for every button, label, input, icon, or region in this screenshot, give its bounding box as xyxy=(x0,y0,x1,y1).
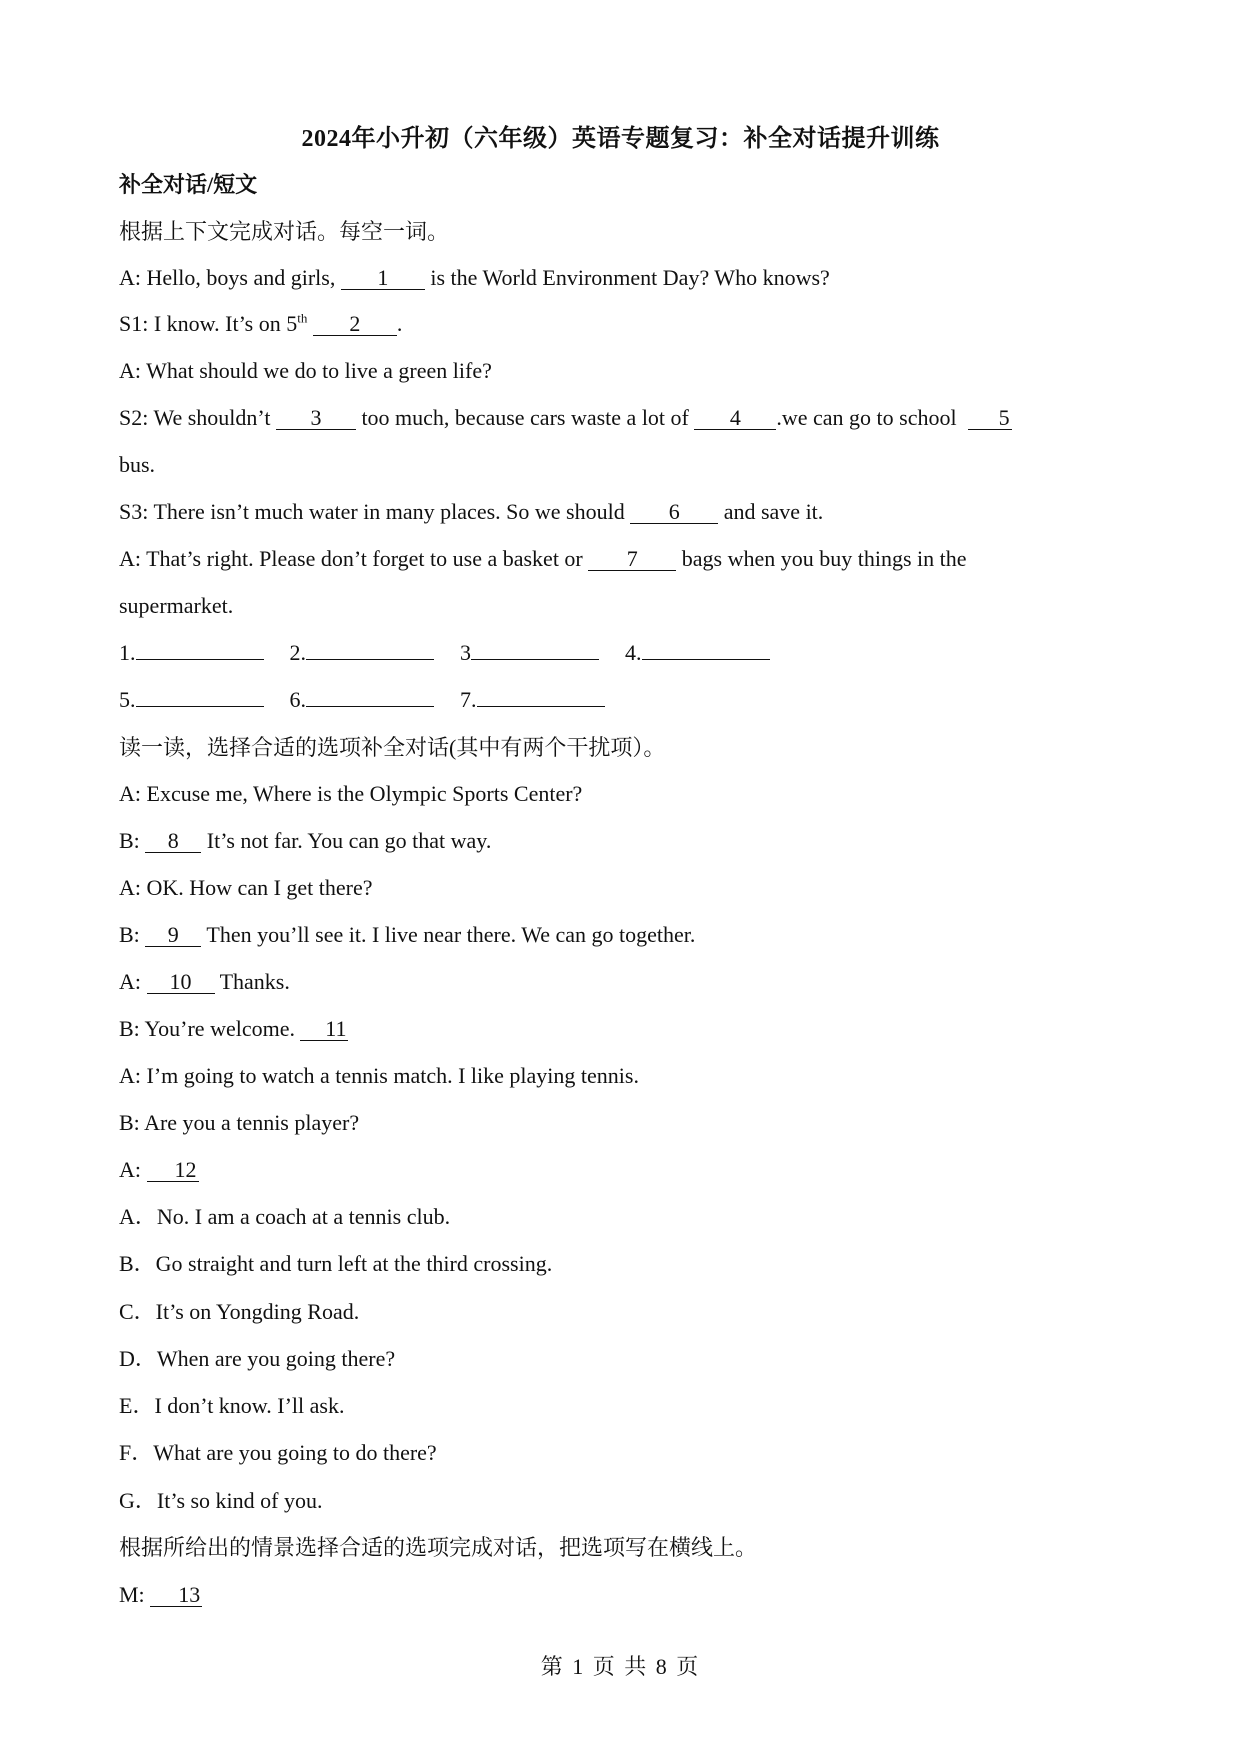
option-e: E．I don’t know. I’ll ask. xyxy=(119,1393,345,1418)
answer-number: 4. xyxy=(625,640,642,665)
blank-4[interactable]: 4 xyxy=(694,407,776,430)
dialogue-text: S1: I know. It’s on 5 xyxy=(119,311,298,336)
part3-instruction: 根据所给出的情景选择合适的选项完成对话，把选项写在横线上。 xyxy=(119,1535,758,1560)
dialogue-text: bags when you buy things in the xyxy=(676,546,967,571)
dialogue-line xyxy=(119,264,830,292)
answer-line xyxy=(136,639,264,660)
dialogue-text: M: xyxy=(119,1582,151,1607)
option-f: F．What are you going to do there? xyxy=(119,1440,437,1465)
dialogue-text: A: Hello, boys and girls, xyxy=(119,265,341,290)
option-d: D．When are you going there? xyxy=(119,1346,396,1371)
page-title: 2024年小升初（六年级）英语专题复习：补全对话提升训练 xyxy=(301,126,940,152)
blank-1[interactable]: 1 xyxy=(341,267,425,290)
answer-number: 5. xyxy=(119,687,136,712)
answer-slot[interactable] xyxy=(460,686,605,714)
blank-9[interactable]: 9 xyxy=(145,924,201,947)
option-g: G．It’s so kind of you. xyxy=(119,1488,323,1513)
dialogue-line xyxy=(119,921,695,949)
dialogue-line xyxy=(119,1581,202,1609)
blank-12[interactable]: 12 xyxy=(147,1159,199,1182)
answer-number: 6. xyxy=(289,687,306,712)
answer-number: 2. xyxy=(289,640,306,665)
answer-line xyxy=(306,639,434,660)
dialogue-line: A: Excuse me, Where is the Olympic Sports Center? xyxy=(119,781,583,806)
dialogue-line: B: Are you a tennis player? xyxy=(119,1110,360,1135)
blank-2[interactable]: 2 xyxy=(313,313,397,336)
dialogue-text: S2: We shouldn’t xyxy=(119,405,276,430)
dialogue-text: A: That’s right. Please don’t forget to use a basket or xyxy=(119,546,589,571)
answer-line xyxy=(306,686,434,707)
answer-slot[interactable] xyxy=(119,639,264,667)
dialogue-text: Thanks. xyxy=(214,969,290,994)
dialogue-text: B: xyxy=(119,828,146,853)
answer-number: 7. xyxy=(460,687,477,712)
dialogue-line xyxy=(119,1015,348,1043)
blank-5[interactable]: 5 xyxy=(968,407,1012,430)
blank-8[interactable]: 8 xyxy=(145,830,201,853)
dialogue-text: and save it. xyxy=(718,499,824,524)
blank-10[interactable]: 10 xyxy=(147,971,215,994)
answer-number: 3 xyxy=(460,640,471,665)
answer-row xyxy=(119,639,796,667)
answer-slot[interactable] xyxy=(460,639,599,667)
page-footer: 第 1 页 共 8 页 xyxy=(540,1654,701,1679)
dialogue-text: A: xyxy=(119,969,147,994)
dialogue-text: B: xyxy=(119,922,146,947)
dialogue-line xyxy=(119,404,1012,432)
dialogue-line: A: OK. How can I get there? xyxy=(119,875,373,900)
dialogue-line xyxy=(119,310,402,338)
answer-slot[interactable] xyxy=(290,686,435,714)
dialogue-line xyxy=(119,545,967,573)
answer-line xyxy=(477,686,605,707)
blank-6[interactable]: 6 xyxy=(630,501,718,524)
option-a: A．No. I am a coach at a tennis club. xyxy=(119,1204,451,1229)
dialogue-text: .we can go to school xyxy=(776,405,963,430)
dialogue-text: Then you’ll see it. I live near there. We can go together. xyxy=(201,922,696,947)
dialogue-text: A: xyxy=(119,1157,147,1182)
dialogue-line: supermarket. xyxy=(119,593,234,618)
part1-instruction: 根据上下文完成对话。每空一词。 xyxy=(119,219,450,244)
option-c: C．It’s on Yongding Road. xyxy=(119,1299,360,1324)
dialogue-text: too much, because cars waste a lot of xyxy=(355,405,695,430)
dialogue-line xyxy=(119,827,491,855)
answer-slot[interactable] xyxy=(290,639,435,667)
answer-line xyxy=(471,639,599,660)
dialogue-text: It’s not far. You can go that way. xyxy=(201,828,492,853)
dialogue-line xyxy=(119,498,823,526)
dialogue-text: B: You’re welcome. xyxy=(119,1016,301,1041)
dialogue-text: S3: There isn’t much water in many places. So we should xyxy=(119,499,631,524)
answer-number: 1. xyxy=(119,640,136,665)
dialogue-line xyxy=(119,1156,199,1184)
answer-line xyxy=(136,686,264,707)
part2-instruction: 读一读，选择合适的选项补全对话(其中有两个干扰项）。 xyxy=(119,735,666,760)
blank-11[interactable]: 11 xyxy=(300,1018,348,1041)
dialogue-line xyxy=(119,968,290,996)
dialogue-text: . xyxy=(396,311,403,336)
blank-13[interactable]: 13 xyxy=(150,1584,202,1607)
answer-slot[interactable] xyxy=(119,686,264,714)
answer-line xyxy=(642,639,770,660)
dialogue-line: A: I’m going to watch a tennis match. I like playing tennis. xyxy=(119,1063,639,1088)
ordinal-suffix: th xyxy=(297,310,308,326)
dialogue-line: A: What should we do to live a green life? xyxy=(119,358,492,383)
blank-7[interactable]: 7 xyxy=(588,548,676,571)
blank-3[interactable]: 3 xyxy=(276,407,356,430)
answer-row xyxy=(119,686,631,714)
answer-slot[interactable] xyxy=(625,639,770,667)
option-b: B．Go straight and turn left at the third crossing. xyxy=(119,1251,553,1276)
dialogue-text: is the World Environment Day? Who knows? xyxy=(424,265,830,290)
dialogue-line: bus. xyxy=(119,452,156,477)
section-heading: 补全对话/短文 xyxy=(119,172,258,197)
